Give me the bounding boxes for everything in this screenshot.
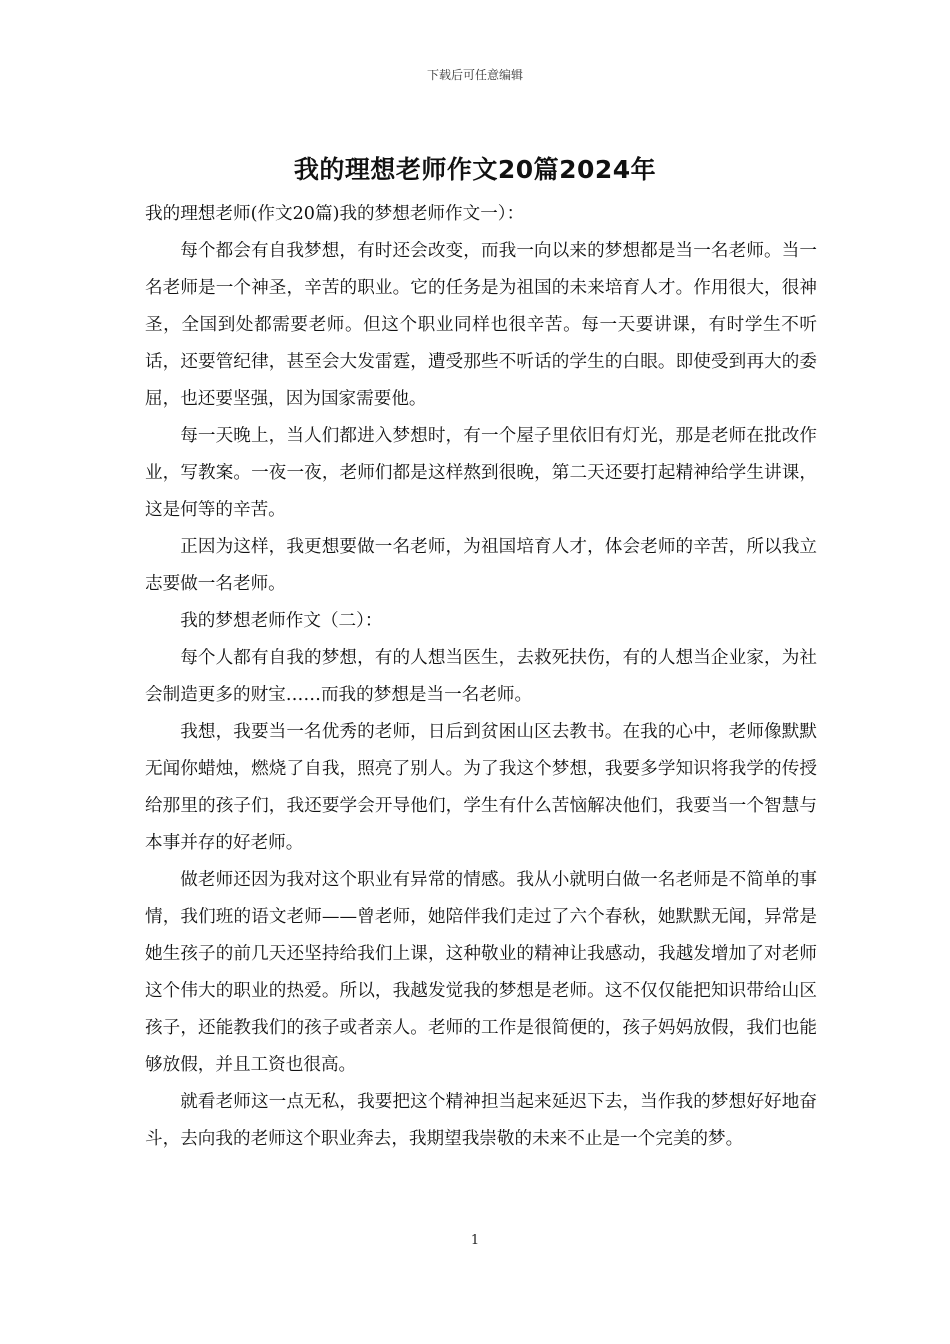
paragraph: 做老师还因为我对这个职业有异常的情感。我从小就明白做一名老师是不简单的事情，我们班的语文老师——曾老师，她陪伴我们走过了六个春秋，她默默无闻，异常是她生孩子的前几天还坚持给我们上课，这种敬业的精神让我感动，我越发增加了对老师这个伟大的职业的热爱。所以，我越发觉我的梦想是老师。这不仅仅能把知识带给山区孩子，还能教我们的孩子或者亲人。老师的工作是很简便的，孩子妈妈放假，我们也能够放假，并且工资也很高。 (145, 870, 817, 1075)
paragraph: 每个都会有自我梦想，有时还会改变，而我一向以来的梦想都是当一名老师。当一名老师是一个神圣，辛苦的职业。它的任务是为祖国的未来培育人才。作用很大，很神圣，全国到处都需要老师。但这个职业同样也很辛苦。每一天要讲课，有时学生不听话，还要管纪律，甚至会大发雷霆，遭受那些不听话的学生的白眼。即使受到再大的委屈，也还要坚强，因为国家需要他。 (145, 241, 817, 409)
paragraph: 每一天晚上，当人们都进入梦想时，有一个屋子里依旧有灯光，那是老师在批改作业，写教案。一夜一夜，老师们都是这样熬到很晚，第二天还要打起精神给学生讲课，这是何等的辛苦。 (145, 426, 817, 520)
page-header: 下载后可任意编辑 (426, 68, 523, 82)
page-number: 1 (470, 1233, 480, 1248)
lead-line: 我的理想老师(作文20篇)我的梦想老师作文一）： (145, 204, 525, 224)
paragraph: 正因为这样，我更想要做一名老师，为祖国培育人才，体会老师的辛苦，所以我立志要做一名老师。 (145, 537, 817, 594)
paragraph: 每个人都有自我的梦想，有的人想当医生，去救死扶伤，有的人想当企业家，为社会制造更多的财宝……而我的梦想是当一名老师。 (145, 648, 817, 705)
paragraph: 我想，我要当一名优秀的老师，日后到贫困山区去教书。在我的心中，老师像默默无闻你蜡烛，燃烧了自我，照亮了别人。为了我这个梦想，我要多学知识将我学的传授给那里的孩子们，我还要学会开导他们，学生有什么苦恼解决他们，我要当一个智慧与本事并存的好老师。 (145, 722, 817, 853)
section-heading: 我的梦想老师作文（二）： (180, 611, 383, 631)
document-title: 我的理想老师作文20篇2024年 (293, 155, 657, 184)
paragraph: 就看老师这一点无私，我要把这个精神担当起来延迟下去，当作我的梦想好好地奋斗，去向我的老师这个职业奔去，我期望我崇敬的未来不止是一个完美的梦。 (145, 1092, 817, 1149)
document-body (145, 196, 817, 1158)
